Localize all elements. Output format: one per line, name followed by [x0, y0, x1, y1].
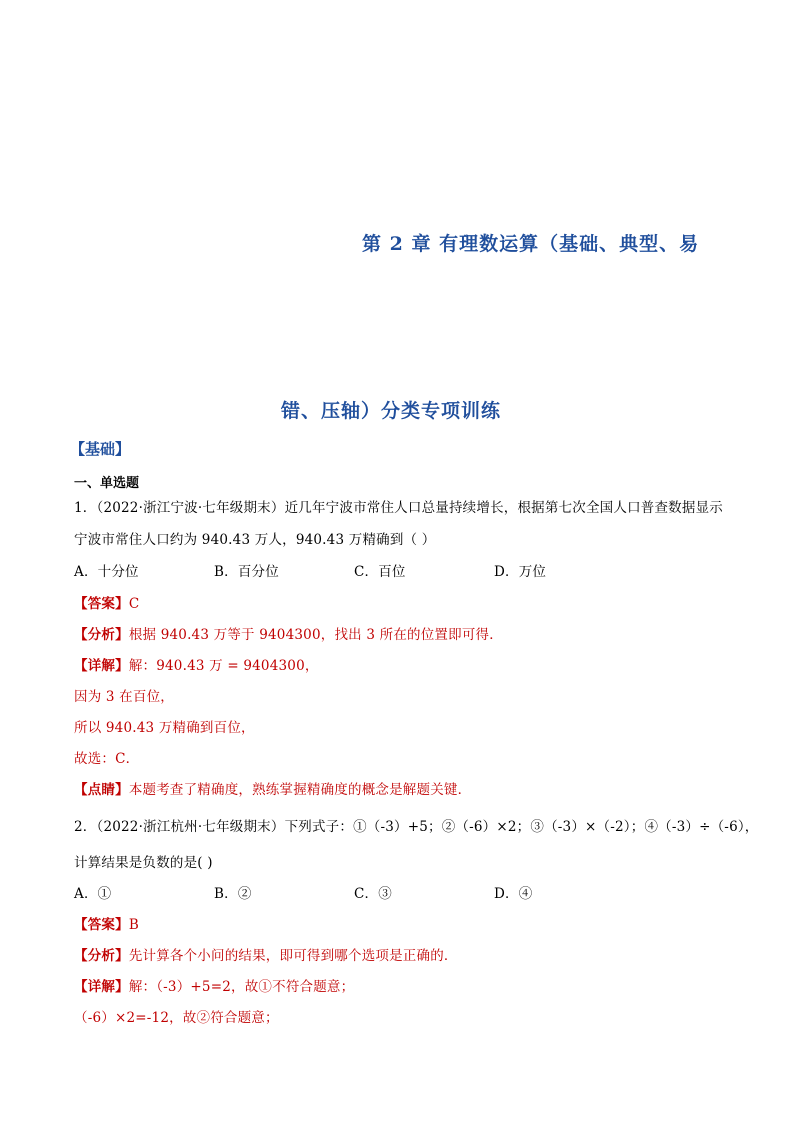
answer-tag: 【答案】 [74, 917, 129, 933]
comment-tag: 【点睛】 [74, 782, 129, 798]
answer-value: B [128, 917, 139, 933]
q2-option-c: C．③ [354, 886, 392, 902]
q2-detail [74, 975, 354, 995]
analysis-text: 根据 940.43 万等于 9404300，找出 3 所在的位置即可得． [128, 627, 503, 643]
q1-stem-line-2: 宁波市常住人口约为 940.43 万人，940.43 万精确到（ ） [74, 532, 436, 548]
detail-text: 解：（-3）+5=2，故①不符合题意； [128, 979, 355, 995]
q1-options [74, 560, 634, 580]
q2-option-b: B．② [214, 886, 252, 902]
q1-detail [74, 654, 319, 674]
q1-stem-line-1: 1．（2022·浙江宁波·七年级期末）近几年宁波市常住人口总量持续增长，根据第七次全国人口普查数据显示 [74, 500, 723, 516]
q1-option-c: C．百位 [354, 564, 406, 580]
q1-comment [74, 778, 471, 798]
q2-option-d: D．④ [494, 886, 533, 902]
q2-stem-line-2: 计算结果是负数的是( ) [74, 855, 213, 871]
q1-detail-line-4: 故选：C． [74, 751, 140, 767]
question-type-heading: 一、单选题 [74, 476, 140, 491]
detail-tag: 【详解】 [74, 979, 129, 995]
answer-value: C [128, 596, 140, 612]
q2-detail-line-2: （-6）×2=-12，故②符合题意； [74, 1010, 279, 1026]
q1-detail-line-3: 所以 940.43 万精确到百位， [74, 720, 255, 736]
q1-option-b: B．百分位 [214, 564, 279, 580]
analysis-tag: 【分析】 [74, 627, 129, 643]
q2-option-a: A．① [74, 886, 112, 902]
q1-detail-line-2: 因为 3 在百位， [74, 689, 174, 705]
q2-answer [74, 913, 139, 933]
q2-options [74, 882, 634, 902]
analysis-text: 先计算各个小问的结果，即可得到哪个选项是正确的． [128, 948, 458, 964]
q1-answer [74, 592, 139, 612]
answer-tag: 【答案】 [74, 596, 129, 612]
section-label: 【基础】 [70, 440, 131, 458]
q1-option-d: D．万位 [494, 564, 547, 580]
title-line-1: 第 2 章 有理数运算（基础、典型、易 [362, 233, 700, 255]
comment-text: 本题考查了精确度，熟练掌握精确度的概念是解题关键． [128, 782, 472, 798]
q1-option-a: A．十分位 [74, 564, 139, 580]
detail-tag: 【详解】 [74, 658, 129, 674]
q2-stem-line-1: 2．（2022·浙江杭州·七年级期末）下列式子：①（-3）+5；②（-6）×2；③（-3）×（-2）；④（-3）÷（-6）， [74, 819, 759, 835]
analysis-tag: 【分析】 [74, 948, 129, 964]
q1-analysis [74, 623, 503, 643]
q2-analysis [74, 944, 458, 964]
title-line-2: 错、压轴）分类专项训练 [281, 400, 502, 422]
detail-text: 解：940.43 万 = 9404300， [128, 658, 319, 674]
